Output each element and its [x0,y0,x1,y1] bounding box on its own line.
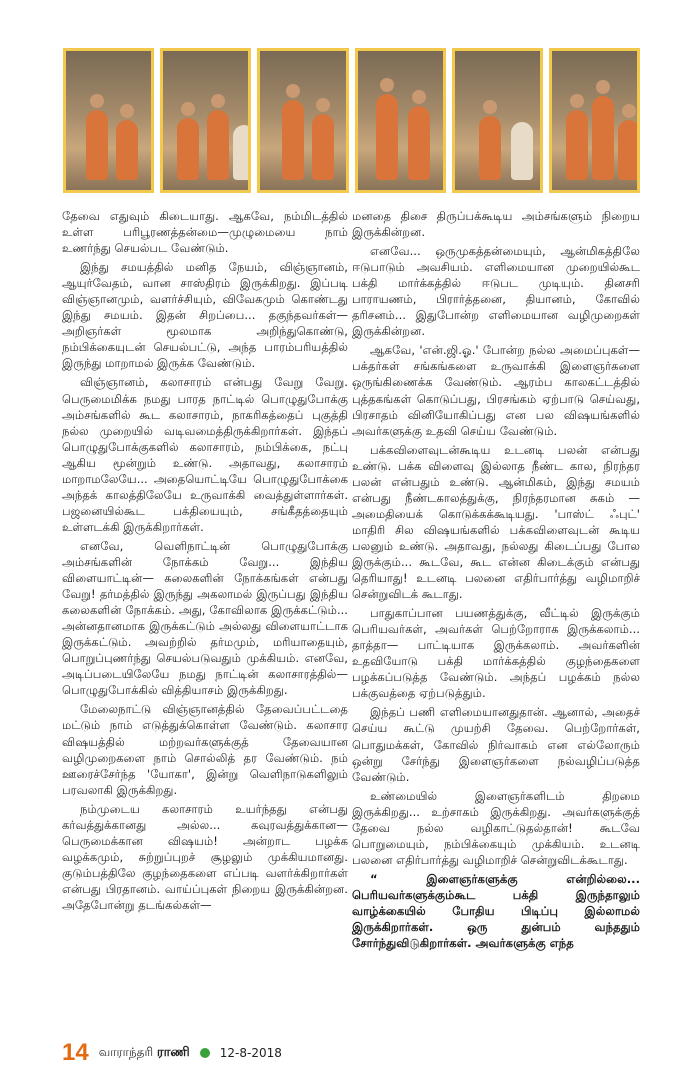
magazine-prefix: வாராந்தரி [98,1045,154,1059]
page-number: 14 [62,1039,89,1066]
paragraph: இந்தப் பணி எளிமையானதுதான். ஆனால், அதைச் செய்ய கூட்டு முயற்சி தேவை. பெற்றோர்கள், பொதுமக்கள், கோவில் நிர்வாகம் என எல்லோரும் ஒன்று சேர்ந்து இளைஞர்களை நல்வழிப்படுத்த வேண்டும். [352,705,640,784]
magazine-title [99,1045,190,1061]
paragraph: மேலைநாட்டு விஞ்ஞானத்தில் தேவைப்பட்டதை மட்டும் நாம் எடுத்துக்கொள்ள வேண்டும். கலாசார விஷயத்தில் மற்றவர்களுக்குத் தேவையான வழிமுறைகளை நாம் சொல்லித் தர வேண்டும். நம் ஊரைச்சேர்ந்த 'யோகா', இன்று வெளிநாடுகளிலும் பரவலாகி இருக்கிறது. [62,702,348,797]
magazine-name: ராணி [156,1045,190,1060]
photo-1 [63,48,154,193]
paragraph: மனதை திசை திருப்பக்கூடிய அம்சங்களும் நிறைய இருக்கின்றன. [352,209,640,240]
photo-3 [257,48,348,193]
paragraph: இந்து சமயத்தில் மனித நேயம், விஞ்ஞானம், ஆயுர்வேதம், வான சாஸ்திரம் இருக்கிறது. இப்படி விஞ்ஞானமும், வளர்ச்சியும், விவேகமும் கொண்டது இந்து சமயம். இதன் சிறப்பை... தகுந்தவர்கள்— அறிஞர்கள் மூலமாக அறிந்துகொண்டு, நம்பிக்கையுடன் செயல்பட்டு, அந்த பாரம்பரியத்தில் இருந்து மாறாமல் இருக்க வேண்டும். [62,260,348,371]
article-column-left [62,208,348,916]
paragraph: பாதுகாப்பான பயணத்துக்கு, வீட்டில் இருக்கும் பெரியவர்கள், அவர்கள் பெற்றோராக இருக்கலாம்... தாத்தா— பாட்டியாக இருக்கலாம். அவர்களின் உதவியோடு பக்தி மார்க்கத்தில் குழந்தைகளை பழக்கப்படுத்த வேண்டும். அந்தப் பழக்கம் நல்ல பக்குவத்தை ஏற்படுத்தும். [352,606,640,701]
paragraph: உண்மையில் இளைஞர்களிடம் திறமை இருக்கிறது... உற்சாகம் இருக்கிறது. அவர்களுக்குத் தேவை நல்ல வழிகாட்டுதல்தான்! கூடவே பொறுமையும், நம்பிக்கையும் முக்கியம். உடனடி பலனை எதிர்பார்த்து வழிமாறிச் சென்றுவிடக்கூடாது. [352,788,640,867]
paragraph: பக்கவிளைவுடன்கூடிய உடனடி பலன் என்பது உண்டு. பக்க விளைவு இல்லாத நீண்ட கால, நிரந்தர பலன் என்பதும் உண்டு. ஆன்மிகம், இந்து சமயம் என்பது நீண்டகாலத்துக்கு, நிரந்தரமான சுகம் — அமைதியைக் கொடுக்கக்கூடியது. 'பாஸ்ட் ஃபுட்' மாதிரி சில விஷயங்களில் பக்கவிளைவுடன் கூடிய பலனும் உண்டு. அதாவது, நல்லது கிடைப்பது போல இருக்கும்... கூடவே, கூட என்ன கிடைக்கும் என்பது தெரியாது! உடனடி பலனை எதிர்பார்த்து வழிமாறிச் சென்றுவிடக் கூடாது. [352,442,640,602]
paragraph: தேவை எதுவும் கிடையாது. ஆகவே, நம்மிடத்தில் உள்ள பரிபூரணத்தன்மை—முழுமையை நாம் உணர்ந்து செயல்பட வேண்டும். [62,209,348,256]
issue-date: 12-8-2018 [219,1046,282,1060]
dot-icon [200,1048,210,1058]
paragraph: எனவே... ஒருமுகத்தன்மையும், ஆன்மிகத்திலே ஈடுபாடும் அவசியம். எளிமையான முறையில்கூட பக்தி மார்க்கத்தில் ஈடுபட முடியும். தினசரி பாராயணம், பிரார்த்தனை, தியானம், கோவில் தரிசனம்... இதுபோன்ற எளிமையான வழிமுறைகள் இருக்கின்றன. [352,244,640,339]
quote-paragraph: “ இளைஞர்களுக்கு என்றில்லை... பெரியவர்களுக்கும்கூட பக்தி இருந்தாலும் வாழ்க்கையில் போதிய பிடிப்பு இல்லாமல் இருக்கிறார்கள். ஒரு துன்பம் வந்ததும் சோர்ந்துவிடுகிறார்கள். அவர்களுக்கு எந்த [352,871,640,951]
photo-5 [452,48,543,193]
page-footer [62,1041,282,1065]
paragraph: நம்முடைய கலாசாரம் உயர்ந்தது என்பது கர்வத்துக்கானது அல்ல... கவுரவத்துக்கான— பெருமைக்கான விஷயம்! அன்றாட பழக்க வழக்கமும், சுற்றுப்புறச் சூழலும் முக்கியமானது. குடும்பத்திலே குழந்தைகளை எப்படி வளர்க்கிறார்கள் என்பது பிரதானம். வாய்ப்புகள் நிறைய இருக்கின்றன. அதேபோன்று தடங்கல்கள்— [62,801,348,912]
photo-strip [63,48,640,193]
article-column-right [352,208,640,954]
paragraph: எனவே, வெளிநாட்டின் பொழுதுபோக்கு அம்சங்களின் நோக்கம் வேறு... இந்திய விளையாட்டின்— கலைகளின் நோக்கங்கள் என்பது வேறு! தர்மத்தில் இருந்து அகலாமல் இருப்பது இந்திய கலைகளின் நோக்கம். அது, கோவிலாக இருக்கட்டும்... அன்னதானமாக இருக்கட்டும் அல்லது விளையாட்டாக இருக்கட்டும். அவற்றில் தர்மமும், மரியாதையும், பொறுப்புணர்ந்து செயல்படுவதும் முக்கியம். எனவே, அடிப்படையிலேயே நமது நாட்டின் கலாசாரத்தில்—பொழுதுபோக்கில் வித்தியாசம் இருக்கிறது. [62,538,348,698]
photo-2 [160,48,251,193]
paragraph: ஆகவே, 'என்.ஜி.ஓ.' போன்ற நல்ல அமைப்புகள்— பக்தர்கள் சங்கங்களை உருவாக்கி இளைஞர்களை ஒருங்கிணைக்க வேண்டும். ஆரம்ப காலகட்டத்தில் புத்தகங்கள் கொடுப்பது, பிரசங்கம் ஏற்பாடு செய்வது, பிரசாதம் வினியோகிப்பது என பல விஷயங்களில் அவர்களுக்கு உதவி செய்ய வேண்டும். [352,343,640,438]
photo-6 [549,48,640,193]
photo-4 [355,48,446,193]
paragraph: விஞ்ஞானம், கலாசாரம் என்பது வேறு வேறு. பெருமைமிக்க நமது பாரத நாட்டில் பொழுதுபோக்கு அம்சங்களில் கூட கலாசாரம், நாகரிகத்தைப் புகுத்தி நல்ல முறையில் வடிவமைத்திருக்கிறார்கள். இந்தப் பொழுதுபோக்குகளில் கலாசாரம், நம்பிக்கை, நட்பு ஆகிய மூன்றும் உண்டு. அதாவது, கலாசாரம் மாறாமலேயே... அதையொட்டியே பொழுதுபோக்கை அந்தக் காலத்திலேயே உருவாக்கி வைத்துள்ளார்கள். பஜனையில்கூட பக்தியையும், சங்கீதத்தையும் உள்ளடக்கி இருக்கிறார்கள். [62,375,348,534]
